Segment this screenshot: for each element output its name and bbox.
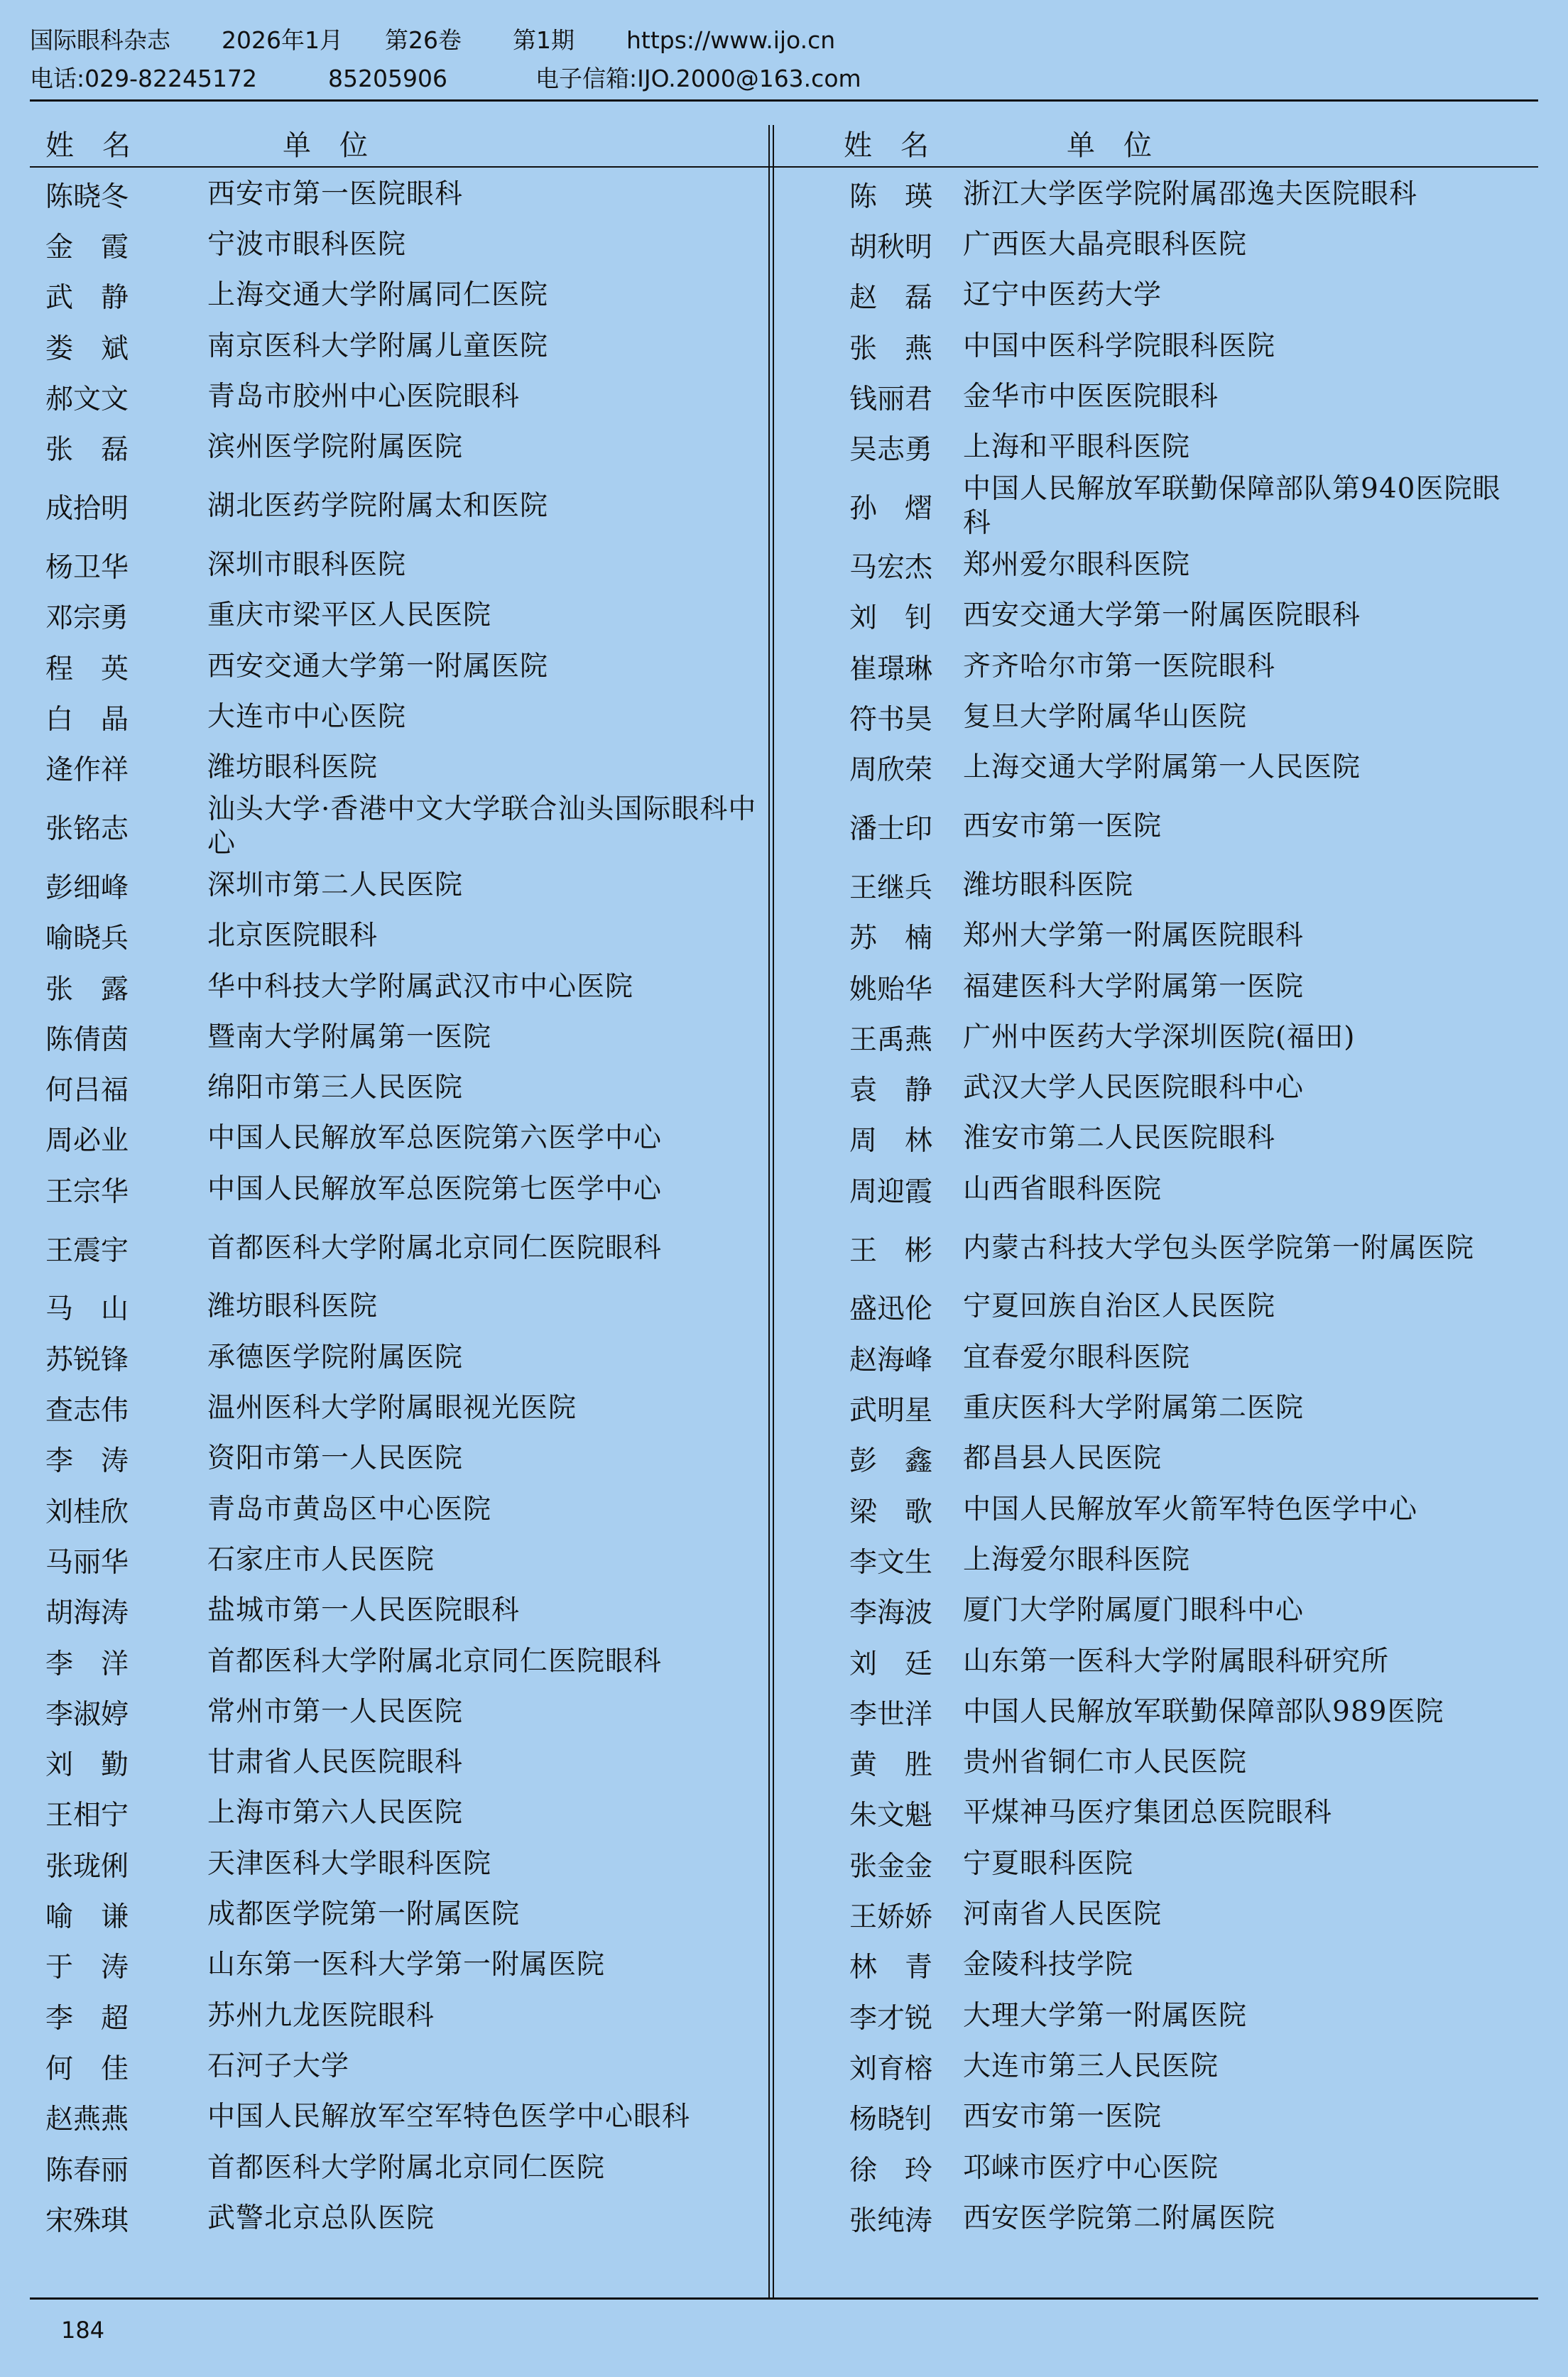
person-name: 张铭志 (45, 813, 129, 846)
organization: 大理大学第一附属医院 (963, 1999, 1248, 2032)
person-name: 李才锐 (849, 2002, 933, 2035)
person-name: 彭细峰 (45, 871, 129, 904)
person-name: 赵燕燕 (45, 2104, 129, 2136)
person-name: 张 露 (45, 973, 129, 1006)
table-row (30, 1484, 1538, 1535)
person-name: 姚贻华 (849, 973, 933, 1006)
organization: 首都医科大学附属北京同仁医院 (207, 2151, 606, 2184)
person-name: 马丽华 (45, 1546, 129, 1579)
organization: 中国人民解放军联勤保障部队989医院 (963, 1695, 1444, 1728)
person-name: 吴志勇 (849, 434, 933, 467)
organization: 金陵科技学院 (963, 1949, 1134, 1981)
person-name: 李世洋 (849, 1698, 933, 1731)
person-name: 王宗华 (45, 1175, 129, 1208)
organization: 内蒙古科技大学包头医学院第一附属医院 (963, 1231, 1475, 1264)
column-header-name-right: 姓 名 (844, 129, 929, 162)
table-row (30, 2041, 1538, 2092)
table-row (30, 1889, 1538, 1940)
person-name: 杨晓钊 (849, 2104, 933, 2136)
organization: 厦门大学附属厦门眼科中心 (963, 1594, 1305, 1627)
organization: 首都医科大学附属北京同仁医院眼科 (207, 1231, 663, 1264)
table-row (30, 219, 1538, 270)
table-row (30, 1738, 1538, 1788)
organization: 郑州大学第一附属医院眼科 (963, 920, 1305, 952)
table-row (30, 1114, 1538, 1164)
issue-number: 第1期 (513, 26, 575, 54)
organization: 成都医学院第一附属医院 (207, 1898, 521, 1931)
organization: 深圳市第二人民医院 (207, 869, 464, 901)
organization: 盐城市第一人民医院眼科 (207, 1594, 521, 1627)
table-row (30, 692, 1538, 742)
organization: 中国人民解放军空军特色医学中心眼科 (207, 2101, 691, 2133)
table-row (30, 169, 1538, 219)
person-name: 李海波 (849, 1597, 933, 1630)
table-row (30, 1434, 1538, 1484)
organization: 邛崃市医疗中心医院 (963, 2151, 1219, 2184)
table-row (30, 1839, 1538, 1889)
volume: 第26卷 (385, 26, 462, 54)
person-name: 何吕福 (45, 1075, 129, 1107)
table-row (30, 271, 1538, 321)
person-name: 李 超 (45, 2002, 129, 2035)
organization: 武警北京总队医院 (207, 2202, 435, 2234)
organization: 上海交通大学附属同仁医院 (207, 279, 549, 312)
organization: 西安交通大学第一附属医院眼科 (963, 599, 1361, 632)
organization: 潍坊眼科医院 (963, 869, 1134, 901)
person-name: 邓宗勇 (45, 602, 129, 635)
person-name: 李 洋 (45, 1648, 129, 1680)
person-name: 符书昊 (849, 703, 933, 736)
organization: 宁夏回族自治区人民医院 (963, 1290, 1276, 1323)
email[interactable]: 电子信箱:IJO.2000@163.com (535, 65, 861, 92)
person-name: 成拾明 (45, 493, 129, 526)
organization: 大连市第三人民医院 (963, 2050, 1219, 2082)
organization: 西安医学院第二附属医院 (963, 2202, 1276, 2234)
organization: 西安交通大学第一附属医院 (207, 650, 549, 682)
journal-name: 国际眼科杂志 (30, 26, 170, 54)
organization: 潍坊眼科医院 (207, 751, 379, 784)
person-name: 李文生 (849, 1546, 933, 1579)
person-name: 郝文文 (45, 383, 129, 415)
organization: 武汉大学人民医院眼科中心 (963, 1072, 1305, 1104)
table-row (30, 1282, 1538, 1332)
person-name: 金 霞 (45, 231, 129, 263)
person-name: 陈倩茵 (45, 1023, 129, 1056)
person-name: 白 晶 (45, 703, 129, 736)
person-name: 周欣荣 (849, 754, 933, 787)
phone: 电话:029-82245172 (30, 65, 257, 92)
organization: 上海市第六人民医院 (207, 1797, 464, 1829)
organization: 金华市中医医院眼科 (963, 380, 1219, 413)
organization: 齐齐哈尔市第一医院眼科 (963, 650, 1276, 682)
organization: 复旦大学附属华山医院 (963, 700, 1248, 733)
organization: 资阳市第一人民医院 (207, 1442, 464, 1475)
person-name: 周必业 (45, 1125, 129, 1158)
table-row (30, 1788, 1538, 1839)
person-name: 刘 廷 (849, 1648, 933, 1680)
issue-date: 2026年1月 (222, 26, 343, 54)
organization: 郑州爱尔眼科医院 (963, 548, 1191, 581)
person-name: 杨卫华 (45, 551, 129, 584)
organization: 上海和平眼科医院 (963, 431, 1191, 464)
organization: 都昌县人民医院 (963, 1442, 1163, 1475)
table-row (30, 1636, 1538, 1687)
column-header-unit-right: 单 位 (1067, 129, 1152, 162)
organization: 青岛市黄岛区中心医院 (207, 1493, 492, 1525)
table-row (30, 1332, 1538, 1383)
organization: 贵州省铜仁市人民医院 (963, 1746, 1248, 1779)
organization: 上海交通大学附属第一人民医院 (963, 751, 1361, 784)
organization: 重庆市梁平区人民医院 (207, 599, 492, 632)
table-row (30, 1586, 1538, 1636)
person-name: 林 青 (849, 1952, 933, 1984)
person-name: 张珑俐 (45, 1850, 129, 1883)
table-row (30, 1687, 1538, 1737)
organization: 山东第一医科大学第一附属医院 (207, 1949, 606, 1981)
person-name: 李 涛 (45, 1445, 129, 1478)
organization: 温州医科大学附属眼视光医院 (207, 1392, 577, 1425)
organization: 上海爱尔眼科医院 (963, 1543, 1191, 1576)
person-name: 张 磊 (45, 434, 129, 467)
footer-rule (30, 2297, 1538, 2300)
person-name: 王 彬 (849, 1234, 933, 1267)
person-name: 崔璟琳 (849, 653, 933, 685)
person-name: 袁 静 (849, 1075, 933, 1107)
person-name: 苏 楠 (849, 923, 933, 955)
organization: 大连市中心医院 (207, 700, 407, 733)
reviewer-table (30, 169, 1538, 2243)
person-name: 刘育榕 (849, 2052, 933, 2085)
header-line-2 (30, 60, 1538, 98)
organization: 平煤神马医疗集团总医院眼科 (963, 1797, 1333, 1829)
person-name: 梁 歌 (849, 1496, 933, 1528)
journal-url[interactable]: https://www.ijo.cn (626, 26, 836, 54)
organization: 潍坊眼科医院 (207, 1290, 379, 1323)
person-name: 陈 瑛 (849, 180, 933, 213)
person-name: 刘 勤 (45, 1749, 129, 1782)
person-name: 刘 钊 (849, 602, 933, 635)
person-name: 马 山 (45, 1293, 129, 1326)
table-row (30, 1012, 1538, 1062)
table-row (30, 2193, 1538, 2243)
person-name: 陈春丽 (45, 2154, 129, 2187)
header-line-1 (30, 21, 1538, 60)
organization: 中国人民解放军联勤保障部队第940医院眼科 (963, 473, 1501, 540)
person-name: 周 林 (849, 1125, 933, 1158)
table-row (30, 1991, 1538, 2041)
organization: 深圳市眼科医院 (207, 548, 407, 581)
organization: 首都医科大学附属北京同仁医院眼科 (207, 1645, 663, 1677)
person-name: 赵 磊 (849, 282, 933, 315)
person-name: 王继兵 (849, 871, 933, 904)
person-name: 张 燕 (849, 332, 933, 365)
table-row (30, 641, 1538, 692)
table-row (30, 422, 1538, 472)
table-row (30, 1164, 1538, 1214)
table-row (30, 1383, 1538, 1433)
person-name: 钱丽君 (849, 383, 933, 415)
person-name: 李淑婷 (45, 1698, 129, 1731)
organization: 重庆医科大学附属第二医院 (963, 1392, 1305, 1425)
organization: 广西医大晶亮眼科医院 (963, 228, 1248, 261)
person-name: 盛迅伦 (849, 1293, 933, 1326)
organization: 山东第一医科大学附属眼科研究所 (963, 1645, 1390, 1677)
person-name: 王震宇 (45, 1234, 129, 1267)
person-name: 何 佳 (45, 2052, 129, 2085)
organization: 山西省眼科医院 (963, 1173, 1163, 1205)
organization: 天津医科大学眼科医院 (207, 1847, 492, 1880)
page-header (30, 21, 1538, 98)
column-header-rule (30, 166, 1538, 168)
organization: 广州中医药大学深圳医院(福田) (963, 1021, 1356, 1053)
person-name: 查志伟 (45, 1395, 129, 1427)
organization: 南京医科大学附属儿童医院 (207, 330, 549, 362)
table-row (30, 860, 1538, 910)
column-header-name-left: 姓 名 (45, 129, 131, 162)
person-name: 潘士印 (849, 813, 933, 846)
phone-2: 85205906 (328, 65, 447, 92)
person-name: 武 静 (45, 282, 129, 315)
table-row (30, 1062, 1538, 1113)
organization: 常州市第一人民医院 (207, 1695, 464, 1728)
organization: 西安市第一医院 (963, 2101, 1163, 2133)
organization: 暨南大学附属第一医院 (207, 1021, 492, 1053)
header-rule (30, 99, 1538, 102)
person-name: 于 涛 (45, 1952, 129, 1984)
organization: 辽宁中医药大学 (963, 279, 1163, 312)
table-row (30, 321, 1538, 371)
person-name: 徐 玲 (849, 2154, 933, 2187)
table-row (30, 473, 1538, 540)
table-row (30, 2092, 1538, 2143)
organization: 石家庄市人民医院 (207, 1543, 435, 1576)
person-name: 喻晓兵 (45, 923, 129, 955)
organization: 宁夏眼科医院 (963, 1847, 1134, 1880)
table-row (30, 962, 1538, 1012)
organization: 淮安市第二人民医院眼科 (963, 1122, 1276, 1155)
table-row (30, 1940, 1538, 1991)
organization: 甘肃省人民医院眼科 (207, 1746, 464, 1779)
person-name: 喻 谦 (45, 1901, 129, 1934)
organization: 西安市第一医院 (963, 810, 1163, 843)
person-name: 张金金 (849, 1850, 933, 1883)
person-name: 苏锐锋 (45, 1344, 129, 1376)
table-row (30, 371, 1538, 422)
person-name: 周迎霞 (849, 1175, 933, 1208)
table-row (30, 1214, 1538, 1282)
table-row (30, 911, 1538, 962)
person-name: 赵海峰 (849, 1344, 933, 1376)
person-name: 陈晓冬 (45, 180, 129, 213)
person-name: 宋殊琪 (45, 2204, 129, 2237)
person-name: 王禹燕 (849, 1023, 933, 1056)
organization: 汕头大学·香港中文大学联合汕头国际眼科中心 (207, 793, 757, 860)
person-name: 张纯涛 (849, 2204, 933, 2237)
column-header-unit-left: 单 位 (283, 129, 368, 162)
organization: 中国人民解放军火箭军特色医学中心 (963, 1493, 1418, 1525)
organization: 中国中医科学院眼科医院 (963, 330, 1276, 362)
person-name: 王相宁 (45, 1800, 129, 1832)
organization: 华中科技大学附属武汉市中心医院 (207, 970, 634, 1003)
organization: 湖北医药学院附属太和医院 (207, 490, 549, 523)
organization: 中国人民解放军总医院第六医学中心 (207, 1122, 663, 1155)
person-name: 武明星 (849, 1395, 933, 1427)
organization: 绵阳市第三人民医院 (207, 1072, 464, 1104)
person-name: 刘桂欣 (45, 1496, 129, 1528)
table-row (30, 2143, 1538, 2193)
person-name: 娄 斌 (45, 332, 129, 365)
organization: 西安市第一医院眼科 (207, 178, 464, 210)
person-name: 王娇娇 (849, 1901, 933, 1934)
organization: 滨州医学院附属医院 (207, 431, 464, 464)
person-name: 胡海涛 (45, 1597, 129, 1630)
person-name: 胡秋明 (849, 231, 933, 263)
person-name: 彭 鑫 (849, 1445, 933, 1478)
person-name: 逄作祥 (45, 754, 129, 787)
organization: 承德医学院附属医院 (207, 1341, 464, 1374)
organization: 中国人民解放军总医院第七医学中心 (207, 1173, 663, 1205)
organization: 浙江大学医学院附属邵逸夫医院眼科 (963, 178, 1418, 210)
organization: 福建医科大学附属第一医院 (963, 970, 1305, 1003)
person-name: 马宏杰 (849, 551, 933, 584)
table-row (30, 742, 1538, 793)
table-row (30, 1535, 1538, 1585)
person-name: 黄 胜 (849, 1749, 933, 1782)
person-name: 朱文魁 (849, 1800, 933, 1832)
organization: 苏州九龙医院眼科 (207, 1999, 435, 2032)
organization: 北京医院眼科 (207, 920, 379, 952)
table-row (30, 793, 1538, 861)
person-name: 程 英 (45, 653, 129, 685)
organization: 宁波市眼科医院 (207, 228, 407, 261)
table-row (30, 540, 1538, 590)
page-number: 184 (61, 2317, 105, 2344)
organization: 河南省人民医院 (963, 1898, 1163, 1931)
organization: 宜春爱尔眼科医院 (963, 1341, 1191, 1374)
person-name: 孙 熠 (849, 493, 933, 526)
organization: 青岛市胶州中心医院眼科 (207, 380, 521, 413)
table-row (30, 591, 1538, 641)
organization: 石河子大学 (207, 2050, 350, 2082)
